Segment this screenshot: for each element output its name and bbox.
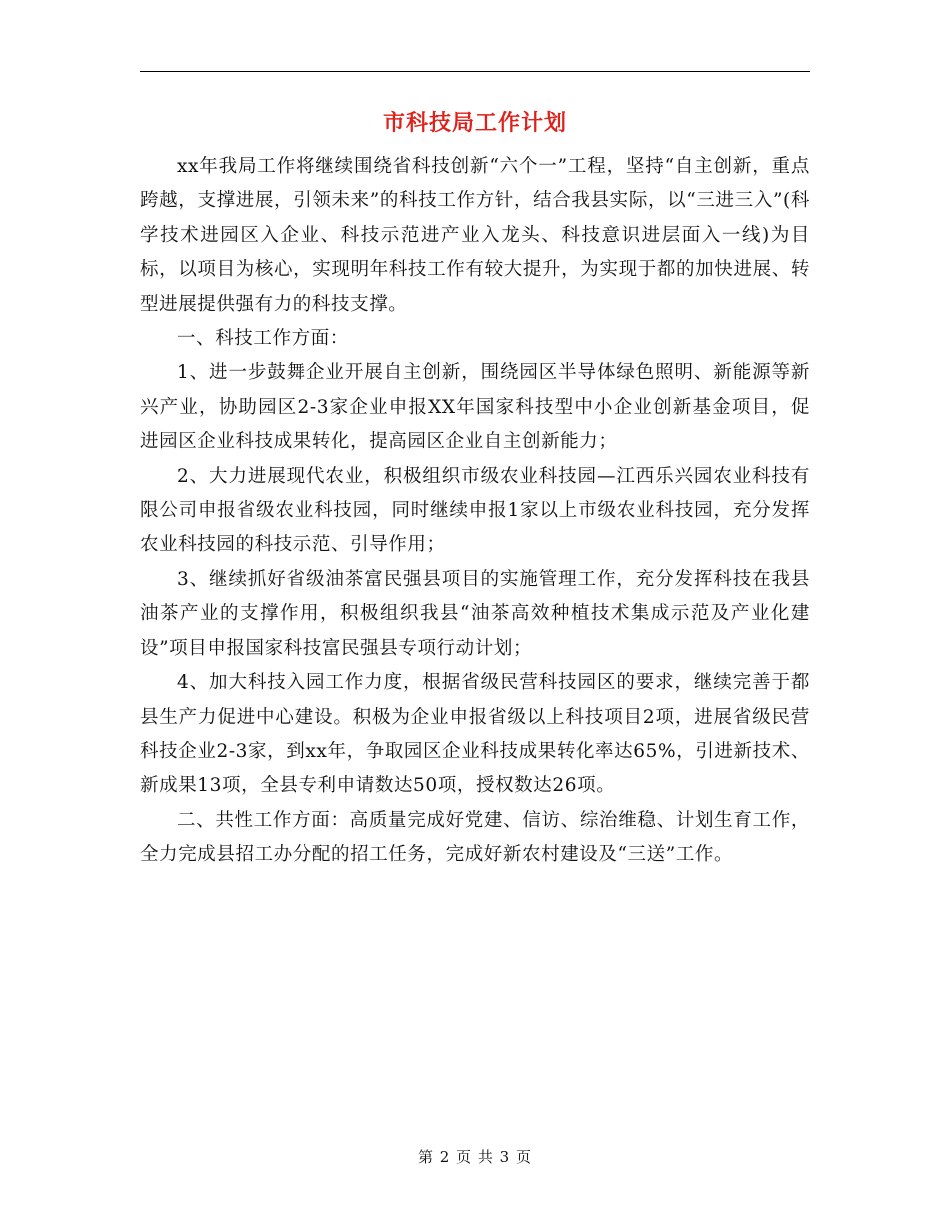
paragraph-item-4: 4、加大科技入园工作力度，根据省级民营科技园区的要求，继续完善于都县生产力促进中心建设。积极为企业申报省级以上科技项目2项，进展省级民营科技企业2-3家，到xx年，争取园区企业科技成果转化率达65%，引进新技术、新成果13项，全县专利申请数达50项，授权数达26项。 xyxy=(140,672,810,797)
header-rule xyxy=(140,71,810,72)
document-title: 市科技局工作计划 xyxy=(382,111,567,136)
paragraph-intro: xx年我局工作将继续围绕省科技创新“六个一”工程，坚持“自主创新，重点跨越，支撑进展，引领未来”的科技工作方针，结合我县实际，以“三进三入”(科学技术进园区入企业、科技示范进产业入龙头、科技意识进层面入一线)为目标，以项目为核心，实现明年科技工作有较大提升，为实现于都的加快进展、转型进展提供强有力的科技支撑。 xyxy=(140,156,810,315)
paragraph-common-work: 二、共性工作方面：高质量完成好党建、信访、综治维稳、计划生育工作，全力完成县招工办分配的招工任务，完成好新农村建设及“三送”工作。 xyxy=(140,809,810,866)
page-footer xyxy=(140,1146,810,1168)
paragraph-item-1: 1、进一步鼓舞企业开展自主创新，围绕园区半导体绿色照明、新能源等新兴产业，协助园区2-3家企业申报XX年国家科技型中小企业创新基金项目，促进园区企业科技成果转化，提高园区企业自主创新能力； xyxy=(140,362,810,453)
document-body xyxy=(140,150,810,873)
section-heading-tech-work: 一、科技工作方面： xyxy=(177,328,349,350)
page-indicator: 第 2 页 共 3 页 xyxy=(418,1148,532,1166)
paragraph-item-3: 3、继续抓好省级油茶富民强县项目的实施管理工作，充分发挥科技在我县油茶产业的支撑作用，积极组织我县“油茶高效种植技术集成示范及产业化建设”项目申报国家科技富民强县专项行动计划； xyxy=(140,568,810,659)
paragraph-item-2: 2、大力进展现代农业，积极组织市级农业科技园—江西乐兴园农业科技有限公司申报省级农业科技园，同时继续申报1家以上市级农业科技园，充分发挥农业科技园的科技示范、引导作用； xyxy=(140,465,810,556)
